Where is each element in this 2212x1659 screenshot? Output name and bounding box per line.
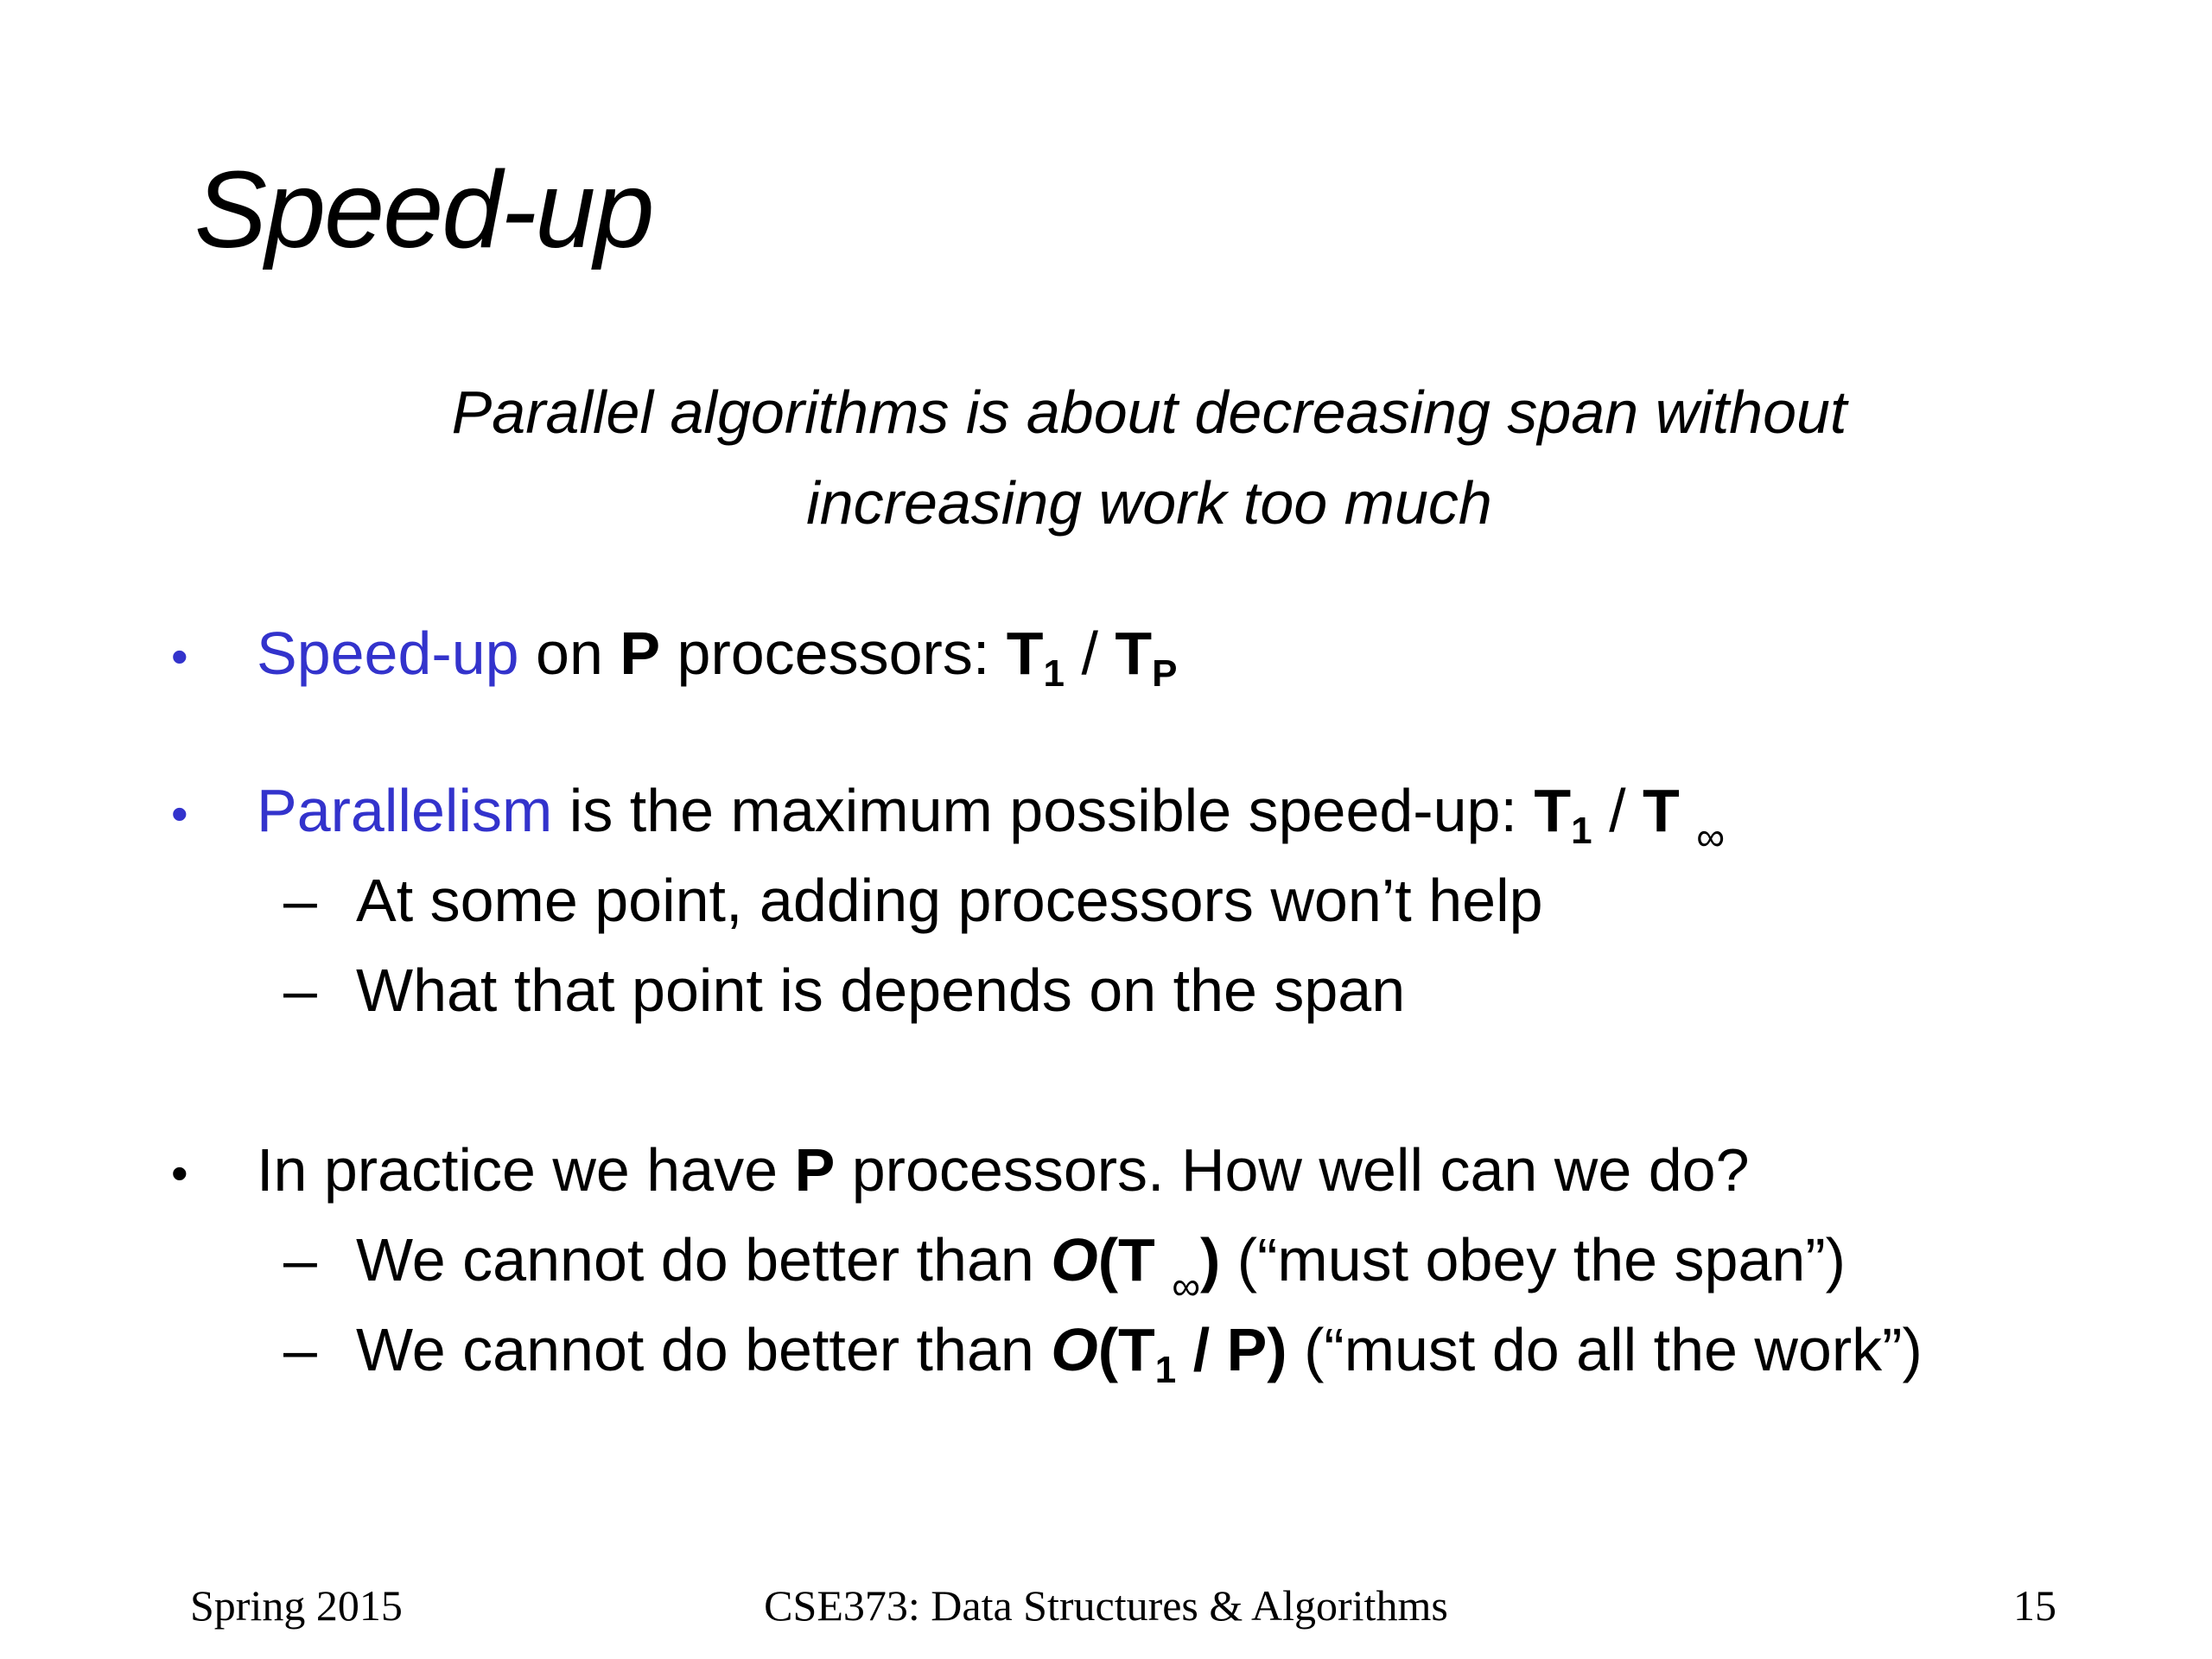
term-parallelism: Parallelism <box>257 777 553 844</box>
sub-bullet-dash: – <box>283 1226 317 1294</box>
footer-page-number: 15 <box>2013 1581 2056 1630</box>
term-speedup: Speed-up <box>257 620 519 687</box>
sub-bullet-dash: – <box>283 957 317 1024</box>
sub-bullet-text: At some point, adding processors won’t help <box>356 867 1543 934</box>
subtitle-line-2: increasing work too much <box>806 469 1492 537</box>
bullet-speedup-text: Speed-up on P processors: $T_1 / T_P$ <box>257 620 1178 695</box>
bullet-parallelism-text: Parallelism is the maximum possible speed-up: $T_1$ / T $_\infty$ <box>257 777 1726 859</box>
sub-bullet-work: We cannot do better than $O(T_1 / P)$ (“must do all the work”) <box>356 1316 1923 1391</box>
footer-term: Spring 2015 <box>190 1581 403 1630</box>
sub-bullet-dash: – <box>283 867 317 934</box>
sub-bullet-span: We cannot do better than O(T $_\infty$) (“must obey the span”) <box>356 1226 1846 1308</box>
bullet-dot: • <box>171 786 188 841</box>
subtitle-line-1: Parallel algorithms is about decreasing span without <box>451 378 1847 446</box>
footer-course: CSE373: Data Structures & Algorithms <box>764 1581 1448 1630</box>
bullet-dot: • <box>171 629 188 683</box>
sub-bullet-dash: – <box>283 1316 317 1383</box>
slide-title: Speed-up <box>194 149 653 270</box>
bullet-dot: • <box>171 1146 188 1200</box>
sub-bullet-text: What that point is depends on the span <box>356 957 1406 1024</box>
slide-subtitle <box>0 367 2212 549</box>
bullet-practice-text: In practice we have P processors. How well can we do? <box>257 1136 1750 1204</box>
